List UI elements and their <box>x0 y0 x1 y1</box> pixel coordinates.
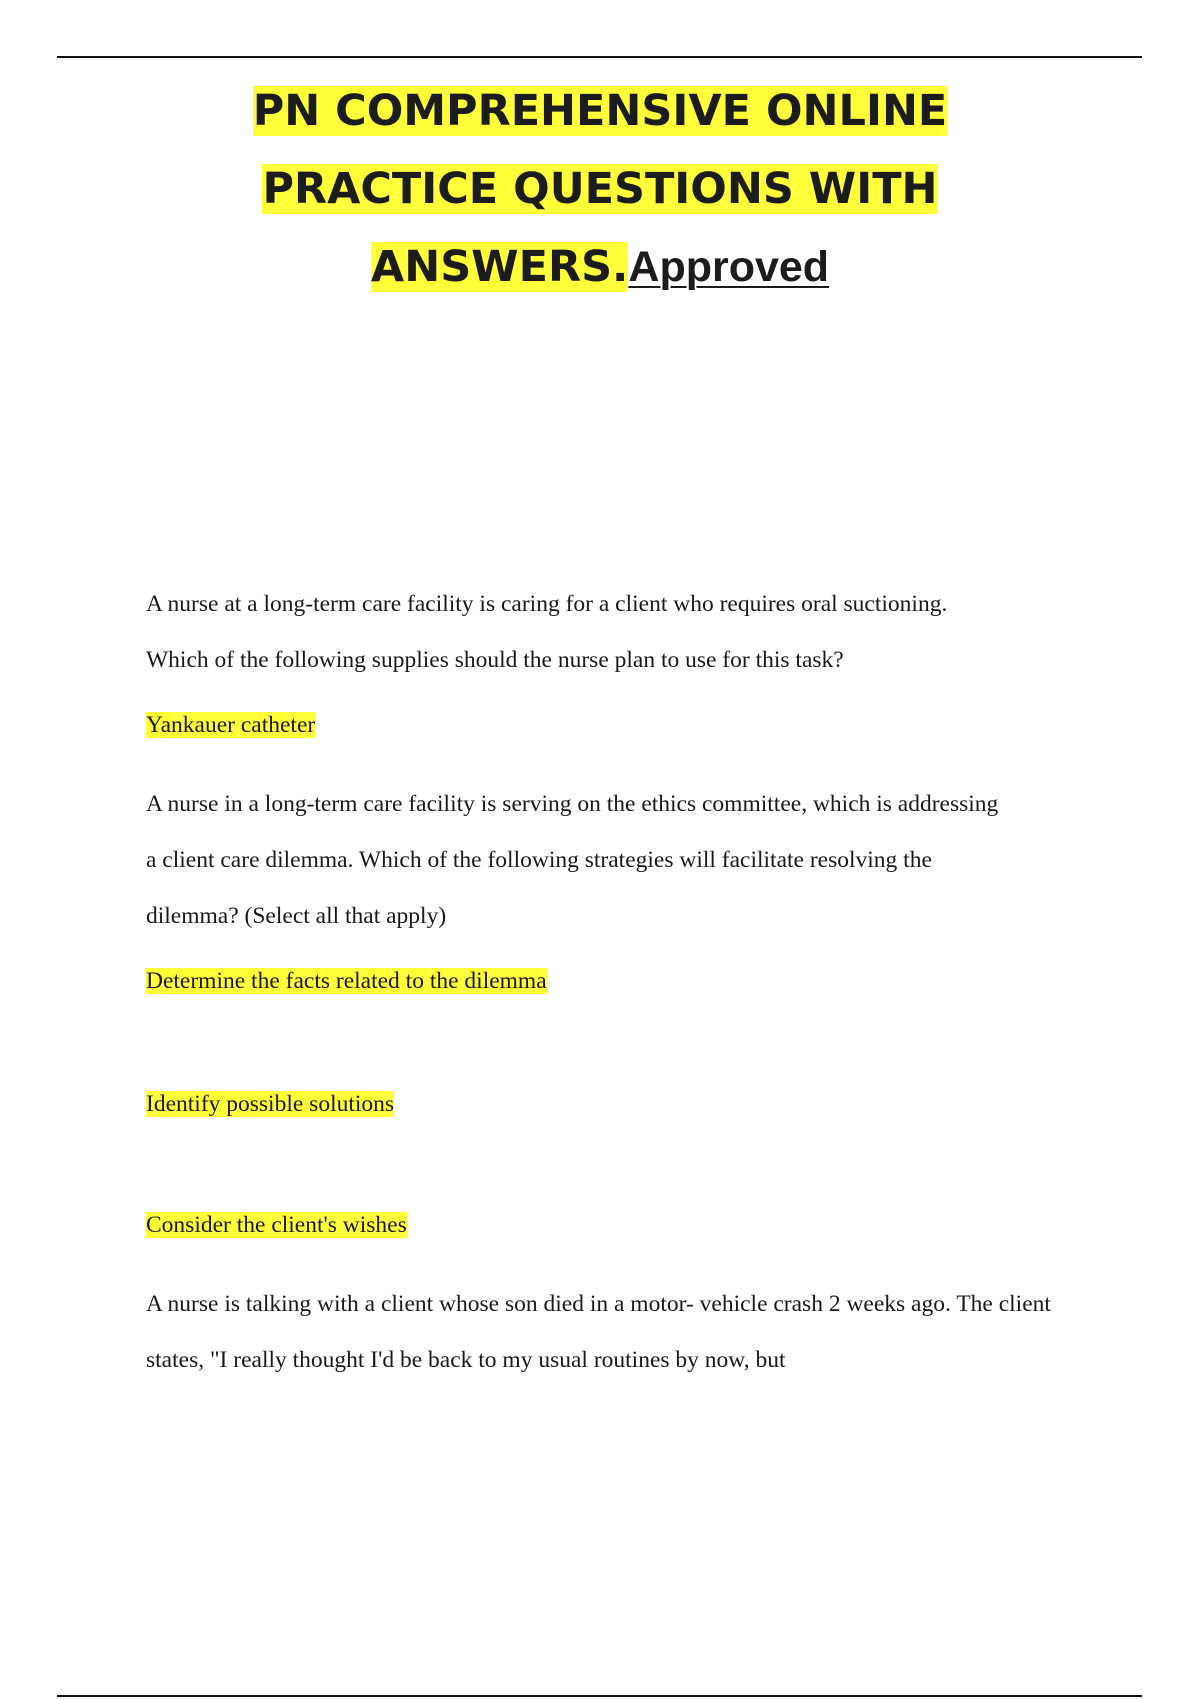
question-1-answer-1 <box>146 710 1106 740</box>
question-1-text: A nurse at a long-term care facility is caring for a client who requires oral suctioning. Which of the following supplies should the nurse plan to use for this task? <box>146 591 948 673</box>
answer-highlight: Yankauer catheter <box>146 712 316 738</box>
question-2-answer-3 <box>146 1210 1106 1240</box>
title-line-1: PN COMPREHENSIVE ONLINE <box>252 86 948 136</box>
answer-highlight: Determine the facts related to the dilemma <box>146 968 547 994</box>
title-line-3: ANSWERS. <box>370 242 629 292</box>
question-2-text: A nurse in a long-term care facility is serving on the ethics committee, which is addressing a client care dilemma. Which of the following strategies will facilitate resolving the dilemma? (Select all that apply) <box>146 791 999 929</box>
question-3-text: A nurse is talking with a client whose son died in a motor- vehicle crash 2 weeks ago. The client states, "I really thought I'd be back to my usual routines by now, but <box>146 1291 1051 1373</box>
title-line-2: PRACTICE QUESTIONS WITH <box>262 164 938 214</box>
question-2-answer-2 <box>146 1089 1106 1119</box>
question-2-answer-1 <box>146 966 1106 996</box>
question-list <box>146 576 1106 1388</box>
answer-highlight: Consider the client's wishes <box>146 1212 407 1238</box>
title-approved-label: Approved <box>628 243 830 291</box>
top-divider <box>57 56 1142 58</box>
document-title <box>0 72 1200 306</box>
bottom-divider <box>57 1695 1142 1697</box>
answer-highlight: Identify possible solutions <box>146 1091 395 1117</box>
